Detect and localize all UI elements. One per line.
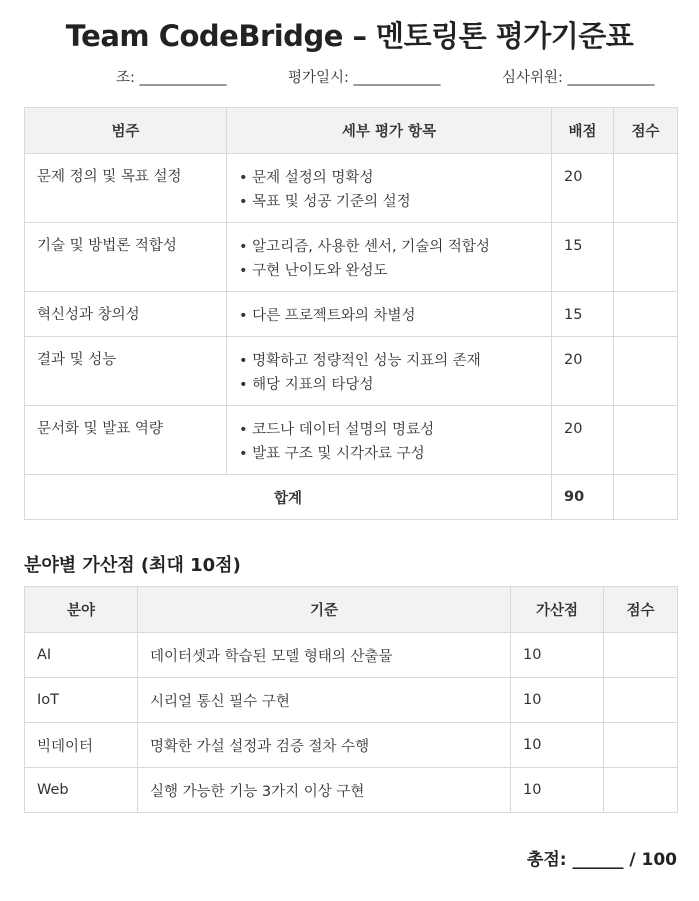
category-cell: 문서화 및 발표 역량 [25, 406, 227, 475]
points-cell: 20 [552, 406, 614, 475]
criteria-cell [227, 223, 552, 292]
points-cell: 20 [552, 154, 614, 223]
datetime-field: 평가일시: ____________ [288, 70, 441, 86]
bonus-table [24, 586, 678, 813]
meta-fields [0, 66, 699, 88]
criteria-item: • 알고리즘, 사용한 센서, 기술의 적합성 [239, 235, 539, 259]
field-cell: 빅데이터 [25, 723, 138, 768]
header-score: 점수 [604, 587, 678, 633]
criterion-cell: 실행 가능한 기능 3가지 이상 구현 [138, 768, 511, 813]
points-cell: 15 [552, 223, 614, 292]
table-row [25, 154, 678, 223]
score-cell[interactable] [604, 723, 678, 768]
evaluation-table [24, 107, 678, 520]
table-row [25, 678, 678, 723]
table-header-row [25, 587, 678, 633]
total-score-cell[interactable] [614, 475, 678, 520]
category-cell: 기술 및 방법론 적합성 [25, 223, 227, 292]
points-cell: 20 [552, 337, 614, 406]
bonus-section-title: 분야별 가산점 (최대 10점) [24, 555, 241, 576]
table-row [25, 223, 678, 292]
criterion-cell: 데이터셋과 학습된 모델 형태의 산출물 [138, 633, 511, 678]
criteria-item: • 코드나 데이터 설명의 명료성 [239, 418, 539, 442]
score-cell[interactable] [614, 337, 678, 406]
field-cell: Web [25, 768, 138, 813]
category-cell: 문제 정의 및 목표 설정 [25, 154, 227, 223]
header-criteria: 세부 평가 항목 [227, 108, 552, 154]
header-criterion: 기준 [138, 587, 511, 633]
criteria-item: • 해당 지표의 타당성 [239, 373, 539, 397]
field-cell: IoT [25, 678, 138, 723]
total-row [25, 475, 678, 520]
team-field: 조: ____________ [116, 70, 227, 86]
score-cell[interactable] [614, 154, 678, 223]
table-row [25, 406, 678, 475]
total-points: 90 [552, 475, 614, 520]
bonus-cell: 10 [511, 678, 604, 723]
header-score: 점수 [614, 108, 678, 154]
category-cell: 결과 및 성능 [25, 337, 227, 406]
judge-field: 심사위원: ____________ [502, 70, 655, 86]
table-row [25, 633, 678, 678]
header-bonus: 가산점 [511, 587, 604, 633]
header-field: 분야 [25, 587, 138, 633]
score-cell[interactable] [604, 678, 678, 723]
header-points: 배점 [552, 108, 614, 154]
points-cell: 15 [552, 292, 614, 337]
field-cell: AI [25, 633, 138, 678]
table-header-row [25, 108, 678, 154]
score-cell[interactable] [604, 633, 678, 678]
criteria-cell [227, 337, 552, 406]
criteria-item: • 목표 및 성공 기준의 설정 [239, 190, 539, 214]
bonus-cell: 10 [511, 768, 604, 813]
score-cell[interactable] [614, 223, 678, 292]
table-row [25, 768, 678, 813]
criteria-item: • 명확하고 정량적인 성능 지표의 존재 [239, 349, 539, 373]
criteria-cell [227, 154, 552, 223]
bonus-cell: 10 [511, 633, 604, 678]
table-row [25, 337, 678, 406]
criteria-item: • 구현 난이도와 완성도 [239, 259, 539, 283]
grand-total: 총점: ______ / 100 [526, 850, 677, 870]
bonus-cell: 10 [511, 723, 604, 768]
page-title: Team CodeBridge – 멘토링톤 평가기준표 [65, 19, 634, 53]
category-cell: 혁신성과 창의성 [25, 292, 227, 337]
criterion-cell: 시리얼 통신 필수 구현 [138, 678, 511, 723]
score-cell[interactable] [614, 292, 678, 337]
criterion-cell: 명확한 가설 설정과 검증 절차 수행 [138, 723, 511, 768]
criteria-cell [227, 292, 552, 337]
table-row [25, 292, 678, 337]
criteria-item: • 다른 프로젝트와의 차별성 [239, 304, 539, 328]
header-category: 범주 [25, 108, 227, 154]
score-cell[interactable] [614, 406, 678, 475]
total-label: 합계 [25, 475, 552, 520]
criteria-cell [227, 406, 552, 475]
table-row [25, 723, 678, 768]
criteria-item: • 발표 구조 및 시각자료 구성 [239, 442, 539, 466]
score-cell[interactable] [604, 768, 678, 813]
criteria-item: • 문제 설정의 명확성 [239, 166, 539, 190]
